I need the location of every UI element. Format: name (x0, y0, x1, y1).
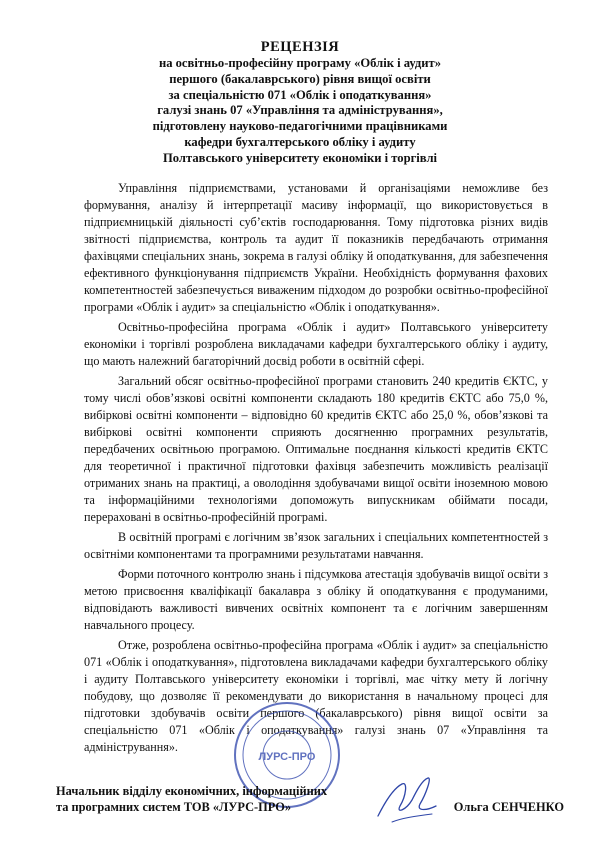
paragraph: Форми поточного контролю знань і підсумкова атестація здобувачів вищої освіти з метою присвоєння кваліфікації бакалавра з обліку й оподаткування є продуманими, відповідають важливості вивчених освітніх компонент та є логічним завершенням навчального процесу. (84, 567, 548, 632)
signer-name: Ольга СЕНЧЕНКО (453, 799, 564, 814)
paragraph: Освітньо-професійна програма «Облік і аудит» Полтавського університету економіки і торгівлі розроблена викладачами кафедри бухгалтерського обліку і аудиту, що мають належний багаторічний досвід роботи в освітній сфері. (84, 320, 548, 368)
header-line: Полтавського університету економіки і торгівлі (162, 150, 438, 165)
signature-block (56, 784, 564, 815)
header-line: першого (бакалаврського) рівня вищої освіти (169, 71, 431, 86)
document-header (40, 38, 560, 167)
paragraph: В освітній програмі є логічним зв’язок загальних і спеціальних компетентностей з освітніми компонентами та програмними результатами навчання. (84, 530, 548, 561)
stamp-label: ЛУРС-ПРО (258, 751, 316, 763)
header-line: кафедри бухгалтерського обліку і аудиту (184, 134, 416, 149)
paragraph: Отже, розроблена освітньо-професійна програма «Облік і аудит» за спеціальністю 071 «Облік і оподаткування», підготовлена викладачами кафедри бухгалтерського обліку і аудиту Полтавського університету економіки і торгівлі, має чітку мету й логічну побудову, що дозволяє її рекомендувати до використання в начальному процесі для підготовки здобувачів освіти першого (бакалаврського) рівня вищої освіти за спеціальністю 071 «Облік і оподаткування» галузі знань 07 «Управління та адміністрування». (84, 638, 548, 754)
document-title: РЕЦЕНЗІЯ (260, 39, 340, 55)
header-line: галузі знань 07 «Управління та адміністрування», (157, 103, 443, 118)
header-line: на освітньо-професійну програму «Облік і аудит» (158, 56, 442, 70)
signer-position: Начальник відділу економічних, інформаційних (56, 784, 328, 798)
header-line: підготовлену науково-педагогічними працівниками (152, 119, 448, 134)
header-line: за спеціальністю 071 «Облік і оподаткування» (168, 87, 432, 102)
paragraph: Загальний обсяг освітньо-професійної програми становить 240 кредитів ЄКТС, у тому числі обов’язкові освітні компоненти складають 180 кредитів ЄКТС або 75,0 %, вибіркові освітні компоненти – відповідно 60 кредитів ЄКТС або 25,0 %, обов’язкові та вибіркові освітні компоненти сприяють досягненню програмних результатів, передбачених освітньою програмою. Оптимальне поєднання кількості кредитів ЄКТС для теоретичної і практичної підготовки фахівця забезпечить можливість реалізації отриманих знань на практиці, а оволодіння здобувачами вищої освіти іноземною мовою та інформаційними технологіями допоможуть випускникам обіймати посади, перераховані в освітньо-професійній програмі. (84, 374, 548, 524)
signer-position: та програмних систем ТОВ «ЛУРС-ПРО» (56, 799, 292, 814)
document-body (84, 180, 548, 759)
paragraph: Управління підприємствами, установами й організаціями неможливе без формування, аналізу й інтерпретації масиву інформації, що використовується в підприємницькій діяльності суб’єктів господарювання. Тому підготовка різних видів звітності підприємства, контроль та аудит її показників передбачають отримання фахівцями спеціальних знань, зокрема в галузі обліку й оподаткування, для забезпечення ефективного функціонування підприємств України. Необхідність формування фахових компетентностей забезпечується виваженим підходом до розробки освітньо-професійної програми «Облік і аудит» за спеціальністю «Облік і оподаткування». (84, 181, 548, 314)
